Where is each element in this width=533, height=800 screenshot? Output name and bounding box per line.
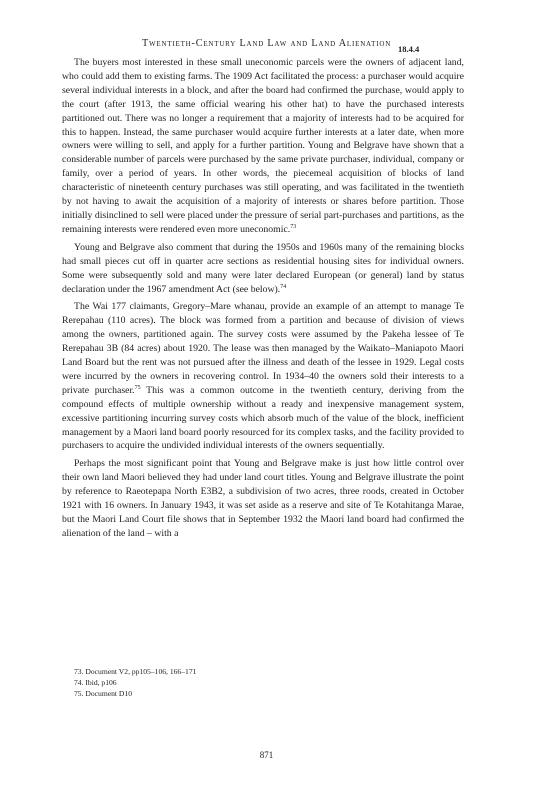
footnote: 74. Ibid, p106 [74, 678, 117, 687]
page-number: 871 [259, 750, 274, 760]
body-text [62, 56, 464, 541]
footnote-ref: 75 [134, 384, 141, 391]
paragraph [62, 457, 464, 540]
footnote-ref: 73 [290, 223, 297, 230]
paragraph-text: Perhaps the most significant point that Young and Belgrave make is just how little control over their own land Maori believed they had under land court titles. Young and Belgrave illustrate the point by reference to Raeotepapa North E3B2, a subdivision of two acres, three roods, created in October 1921 with 16 owners. In January 1943, it was set aside as a reserve and site of Te Kotahitanga Marae, but the Maori Land Court file shows that in September 1932 the Maori land board had confirmed the alienation of the land – with a [62, 458, 464, 539]
paragraph [62, 56, 464, 237]
section-number: 18.4.4 [398, 44, 420, 54]
running-head [0, 38, 533, 49]
footnote: 73. Document V2, pp105–106, 166–171 [74, 667, 197, 676]
footnotes [62, 666, 464, 699]
footnote-ref: 74 [280, 283, 287, 290]
footnote: 75. Document D10 [74, 689, 132, 698]
paragraph [62, 300, 464, 453]
paragraph [62, 241, 464, 297]
paragraph-text: Young and Belgrave also comment that during the 1950s and 1960s many of the remaining blocks had small pieces cut off in quarter acre sections as residential housing sites for individual owners. Some were subsequently sold and many were later declared European (or general) land by status declaration under the 1967 amendment Act (see below). [62, 241, 464, 295]
running-head-text: Twentieth-Century Land Law and Land Alienation [141, 38, 392, 49]
paragraph-text: The buyers most interested in these small uneconomic parcels were the owners of adjacent land, who could add them to existing farms. The 1909 Act facilitated the process: a purchaser would acquire several individual interests in a block, and after the board had confirmed the purchase, would apply to the court (after 1913, the same official wearing his other hat) to have the purchased interests partitioned out. There was no longer a requirement that a majority of interests had to be acquired for this to happen. Instead, the same purchaser would acquire further interests at a later date, when more owners were willing to sell, and apply for a further partition. Young and Belgrave have shown that a considerable number of parcels were purchased by the same private purchaser, individual, company or family, over a period of years. In other words, the piecemeal acquisition of blocks of land characteristic of nineteenth century purchases was still operating, and was facilitated in the twentieth by not having to await the acquisition of a majority of interests or shares before partition. Those initially disinclined to sell were placed under the pressure of serial part-purchases and partitions, as the remaining interests were rendered even more uneconomic. [62, 57, 464, 235]
paragraph-text: The Wai 177 claimants, Gregory–Mare whanau, provide an example of an attempt to manage Te Rerepahau (110 acres). The block was formed from a partition and because of division of views among the owners, partitioned again. The survey costs were assumed by the Pakeha lessee of Te Rerepahau 3B (84 acres) about 1920. The lease was then managed by the Waikato–Maniapoto Maori Land Board but the rent was not pursued after the illness and death of the lessee in 1929. Legal costs were incurred by the owners in recovering control. In 1934–40 the owners sold their interests to a private purchaser. [62, 301, 464, 396]
paragraph-text: This was a common outcome in the twentieth century, deriving from the compound effects of multiple ownership without a ready and inexpensive management system, excessive partitioning incurring survey costs which absorb much of the value of the block, inefficient management by a Maori land board poorly resourced for its complex tasks, and the facility provided to purchasers to acquire the undivided individual interests of the owners sequentially. [62, 384, 464, 452]
